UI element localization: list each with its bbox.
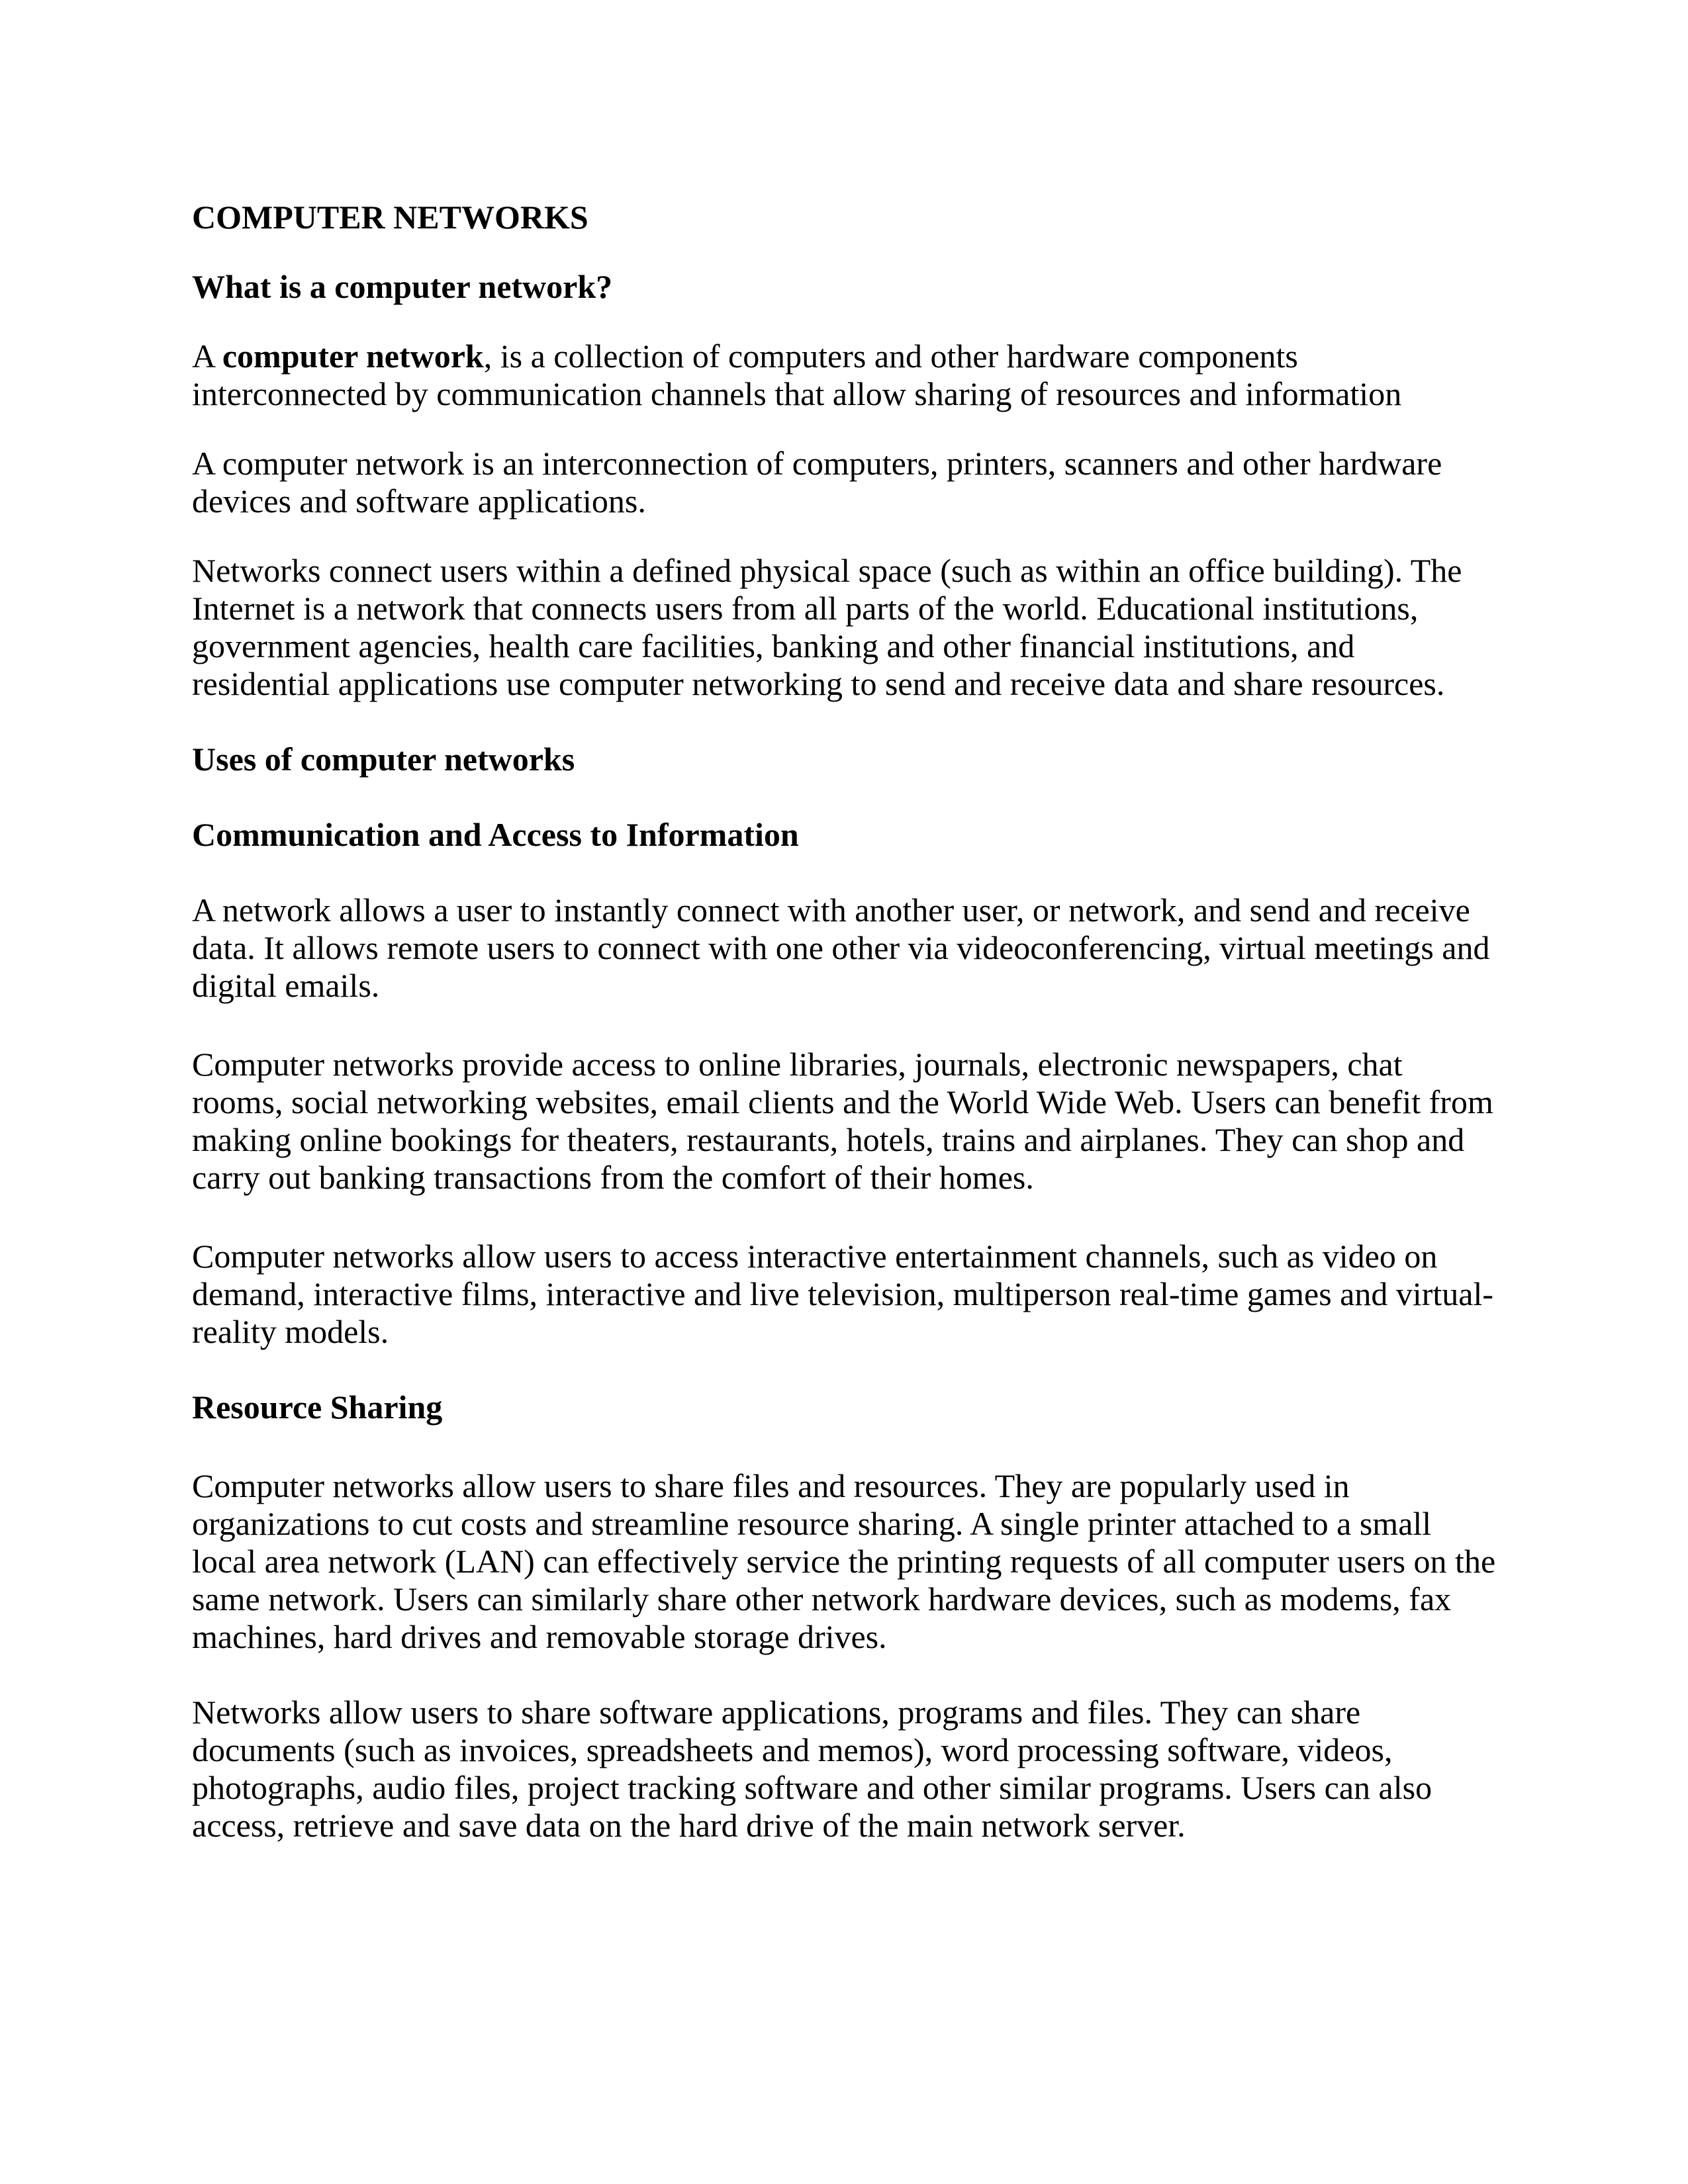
paragraph-interconnection: A computer network is an interconnection of computers, printers, scanners and other hardware devices and software applications. — [192, 445, 1442, 520]
definition-text-rest: , is a collection of computers and other hardware components interconnected by communication channels that allow sharing of resources and information — [192, 338, 1402, 412]
paragraph-network-definition — [192, 338, 1499, 413]
document-title: COMPUTER NETWORKS — [192, 199, 588, 236]
paragraph-online-access: Computer networks provide access to online libraries, journals, electronic newspapers, chat rooms, social networking websites, email clients and the World Wide Web. Users can benefit from making online bookings for theaters, restaurants, hotels, trains and airplanes. They can shop and carry out banking transactions from the comfort of their homes. — [192, 1046, 1493, 1196]
heading-resource-sharing: Resource Sharing — [192, 1388, 443, 1426]
document-body — [192, 199, 1499, 1876]
heading-uses-of-computer-networks: Uses of computer networks — [192, 741, 575, 778]
definition-text-prefix: A — [192, 338, 222, 375]
paragraph-share-files-resources: Computer networks allow users to share files and resources. They are popularly used in organizations to cut costs and streamline resource sharing. A single printer attached to a small local area network (LAN) can effectively service the printing requests of all computer users on the same network. Users can similarly share other network hardware devices, such as modems, fax machines, hard drives and removable storage drives. — [192, 1467, 1496, 1655]
definition-bold-term: computer network — [222, 338, 484, 375]
paragraph-instant-connection: A network allows a user to instantly connect with another user, or network, and send and receive data. It allows remote users to connect with one other via videoconferencing, virtual meetings and digital emails. — [192, 891, 1490, 1004]
paragraph-interactive-entertainment: Computer networks allow users to access interactive entertainment channels, such as video on demand, interactive films, interactive and live television, multiperson real-time games and virtual-reality models. — [192, 1238, 1494, 1350]
paragraph-share-software: Networks allow users to share software applications, programs and files. They can share documents (such as invoices, spreadsheets and memos), word processing software, videos, photographs, audio files, project tracking software and other similar programs. Users can also access, retrieve and save data on the hard drive of the main network server. — [192, 1694, 1432, 1844]
heading-communication-and-access: Communication and Access to Information — [192, 816, 799, 853]
paragraph-networks-connect-users: Networks connect users within a defined physical space (such as within an office building). The Internet is a network that connects users from all parts of the world. Educational institutions, government agencies, health care facilities, banking and other financial institutions, and residential applications use computer networking to send and receive data and share resources. — [192, 552, 1462, 702]
heading-what-is-a-computer-network: What is a computer network? — [192, 268, 613, 305]
